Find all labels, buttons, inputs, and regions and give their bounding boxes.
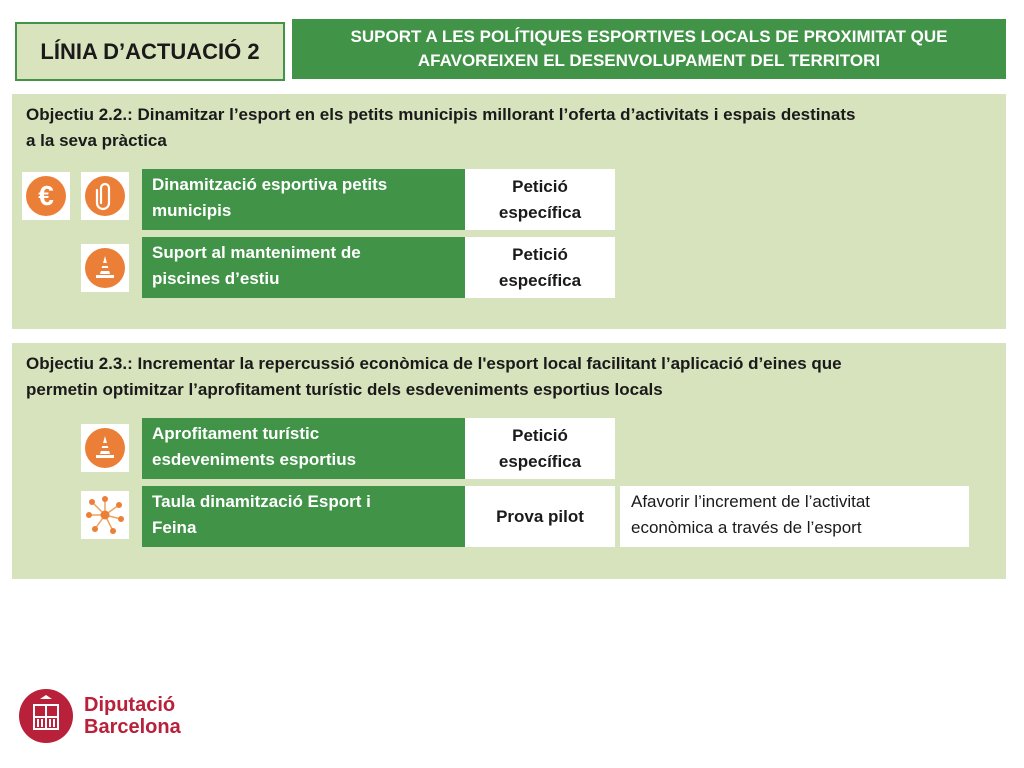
paperclip-icon <box>81 172 129 220</box>
brand-line: Diputació <box>84 694 176 716</box>
objective-title-line: a la seva pràctica <box>26 131 167 150</box>
status-box <box>465 169 615 230</box>
item-label-line: Dinamització esportiva petits <box>152 175 388 194</box>
status-line: Petició <box>512 425 568 445</box>
status-line: específica <box>498 270 582 290</box>
item-label-line: Suport al manteniment de <box>152 243 361 262</box>
item-aprofitament-turistic[interactable] <box>142 418 465 479</box>
item-label-line: municipis <box>152 201 232 220</box>
description-line: Afavorir l’increment de l’activitat <box>631 492 871 511</box>
description-box <box>620 486 969 547</box>
objective-2-3-title <box>26 351 996 403</box>
objective-title-line: Objectiu 2.2.: Dinamitzar l’esport en els petits municipis millorant l’oferta d’activitats i espais destinats <box>26 105 856 124</box>
line-subtitle <box>292 19 1006 79</box>
network-icon <box>81 491 129 539</box>
description-line: econòmica a través de l’esport <box>631 518 862 537</box>
line-title-text: LÍNIA D’ACTUACIÓ 2 <box>40 38 260 64</box>
status-line: Petició <box>512 244 568 264</box>
subtitle-line-1: SUPORT A LES POLÍTIQUES ESPORTIVES LOCALS DE PROXIMITAT QUE <box>350 27 948 46</box>
status-line: específica <box>498 202 582 222</box>
traffic-cone-icon <box>81 424 129 472</box>
brand-name <box>84 694 181 738</box>
status-text: Prova pilot <box>496 506 584 526</box>
traffic-cone-icon <box>81 244 129 292</box>
euro-icon: € <box>22 172 70 220</box>
status-box <box>465 237 615 298</box>
objective-title-line: Objectiu 2.3.: Incrementar la repercussió econòmica de l'esport local facilitant l’aplicació d’eines que <box>26 354 842 373</box>
subtitle-line-2: AFAVOREIXEN EL DESENVOLUPAMENT DEL TERRITORI <box>417 51 881 70</box>
diputacio-logo <box>18 688 74 744</box>
item-dinamitzacio-esportiva[interactable] <box>142 169 465 230</box>
brand-line: Barcelona <box>84 716 181 738</box>
item-taula-dinamitzacio[interactable] <box>142 486 465 547</box>
item-label-line: piscines d’estiu <box>152 269 280 288</box>
status-line: específica <box>498 451 582 471</box>
objective-2-2-title <box>26 102 996 154</box>
item-label-line: esdeveniments esportius <box>152 450 357 469</box>
item-label-line: Feina <box>152 518 197 537</box>
line-title <box>15 22 285 81</box>
item-label-line: Aprofitament turístic <box>152 424 320 443</box>
item-suport-piscines[interactable] <box>142 237 465 298</box>
status-line: Petició <box>512 176 568 196</box>
item-label-line: Taula dinamització Esport i <box>152 492 371 511</box>
status-box <box>465 486 615 547</box>
status-box <box>465 418 615 479</box>
objective-title-line: permetin optimitzar l’aprofitament turístic dels esdeveniments esportius locals <box>26 380 663 399</box>
